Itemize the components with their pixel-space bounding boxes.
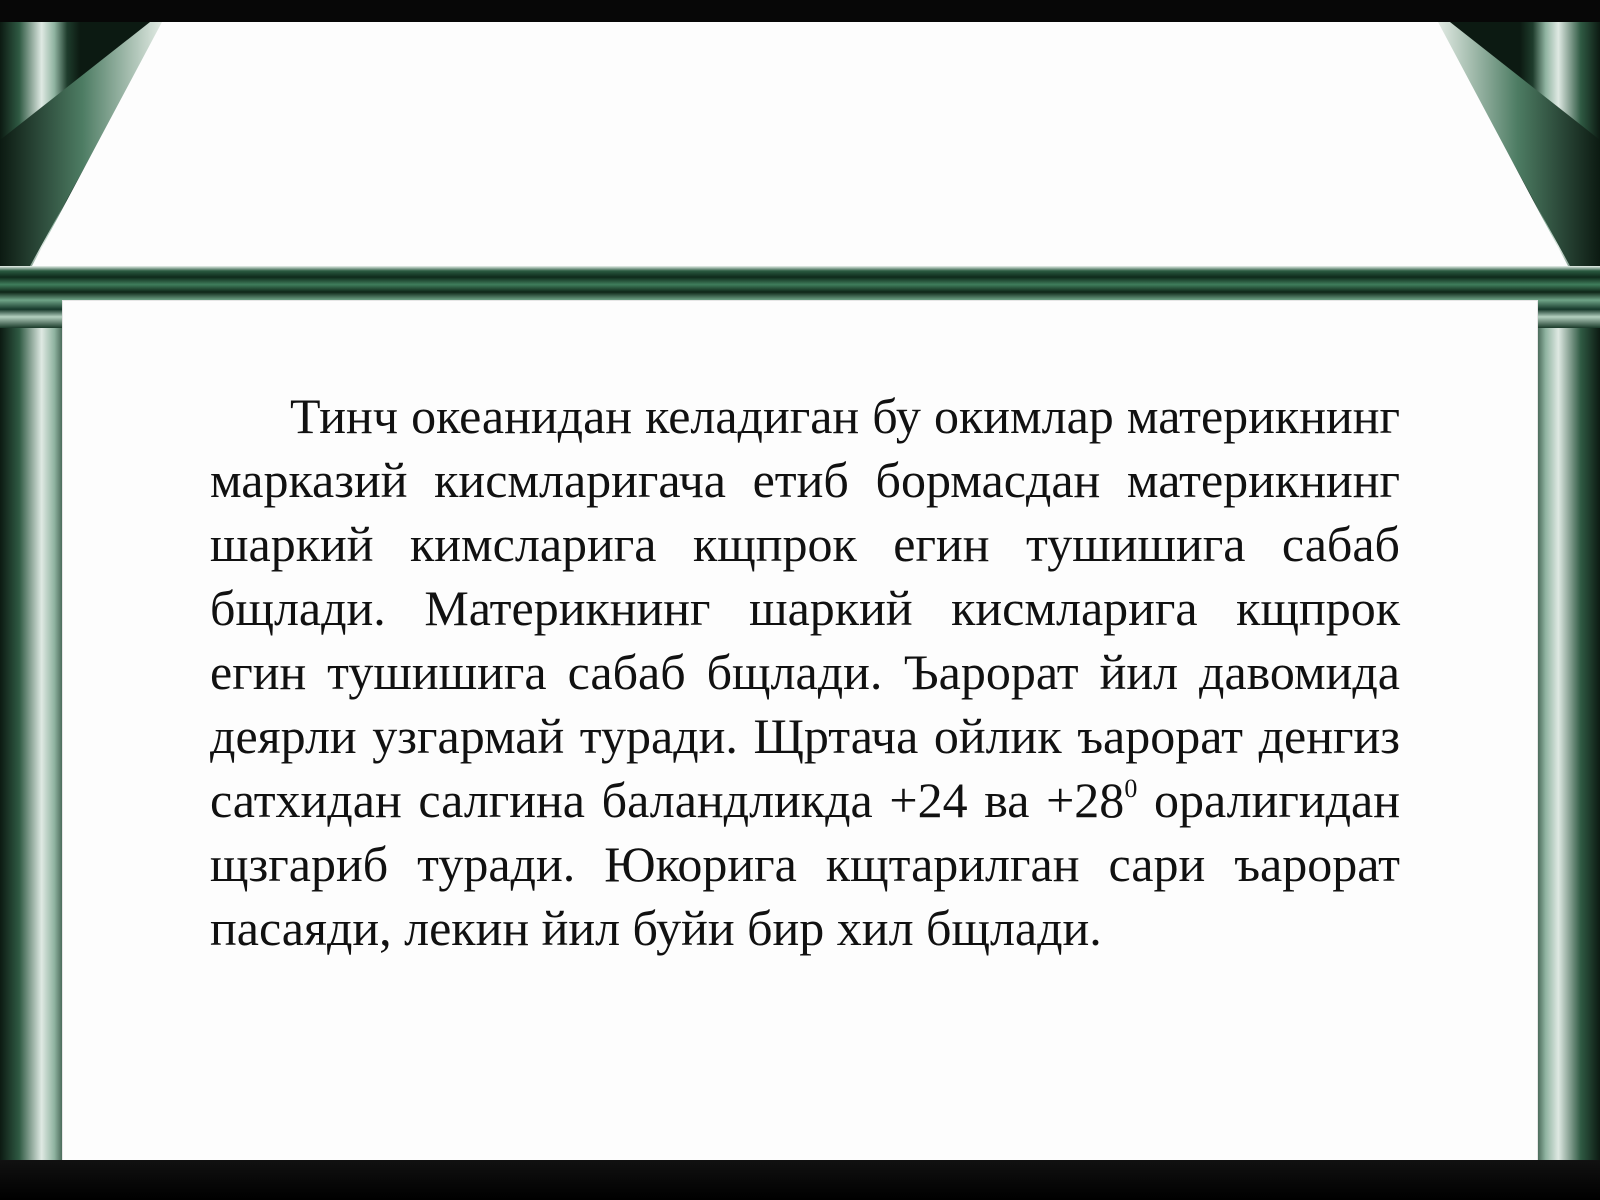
degree-superscript: 0 — [1124, 774, 1138, 803]
paragraph-main-text: Тинч океанидан келадиган бу окимлар материкнинг марказий кисмларигача етиб бормасдан материкнинг шаркий кимсларига кщпрок егин тушишига сабаб бщлади. Материкнинг шаркий кисмларига кщпрок егин тушишига сабаб бщлади. Ъарорат йил давомида деярли узгармай туради. Щртача ойлик ъарорат денгиз сатхидан салгина баландликда +24 ва +28 — [210, 388, 1400, 828]
roof-panel — [0, 0, 1600, 300]
body-paragraph — [210, 384, 1400, 960]
paragraph-tail-text: оралигидан щзгариб туради. Юкорига кщтарилган сари ъарорат пасаяди, лекин йил буйи бир хил бщлади. — [210, 772, 1400, 956]
bottom-frame-bar — [0, 1160, 1600, 1200]
